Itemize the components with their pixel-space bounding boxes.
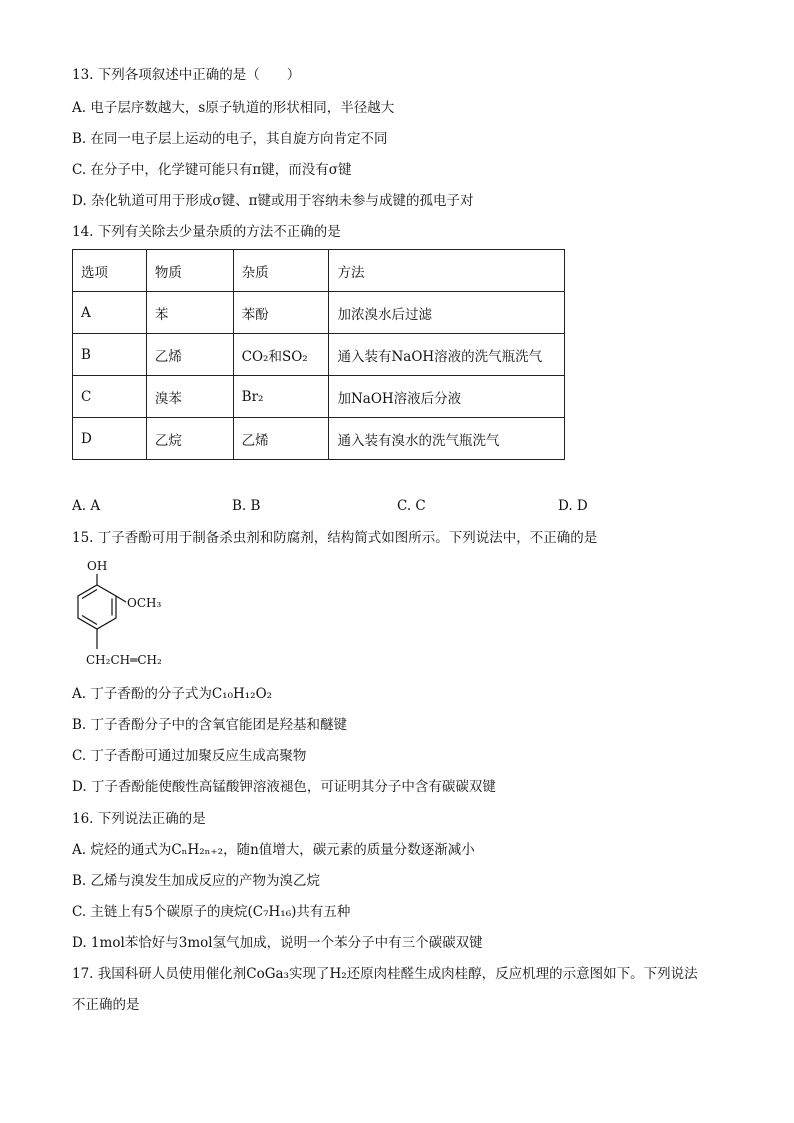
q15-option-a: A. 丁子香酚的分子式为C₁₀H₁₂O₂ bbox=[72, 686, 273, 702]
q15-option-b: B. 丁子香酚分子中的含氧官能团是羟基和醚键 bbox=[72, 717, 348, 733]
q15-stem: 15. 丁子香酚可用于制备杀虫剂和防腐剂，结构简式如图所示。下列说法中，不正确的是 bbox=[72, 530, 598, 546]
table-cell: 乙烷 bbox=[146, 418, 233, 460]
eugenol-structure-diagram bbox=[66, 554, 196, 674]
table-header-row bbox=[73, 250, 565, 292]
structure-label-och3: OCH₃ bbox=[127, 596, 162, 610]
table-cell: B bbox=[73, 334, 147, 376]
table-cell: D bbox=[73, 418, 147, 460]
table-cell: C bbox=[73, 376, 147, 418]
table-cell: 乙烯 bbox=[233, 418, 329, 460]
table-cell: 加NaOH溶液后分液 bbox=[329, 376, 565, 418]
table-cell: 乙烯 bbox=[146, 334, 233, 376]
header-cell-substance: 物质 bbox=[146, 250, 233, 292]
q13-option-a: A. 电子层序数越大，s原子轨道的形状相同，半径越大 bbox=[72, 100, 395, 116]
header-cell-impurity: 杂质 bbox=[233, 250, 329, 292]
header-cell-method: 方法 bbox=[329, 250, 565, 292]
q15-option-c: C. 丁子香酚可通过加聚反应生成高聚物 bbox=[72, 748, 307, 764]
q14-choice-d: D. D bbox=[558, 498, 588, 514]
table-cell: A bbox=[73, 292, 147, 334]
q13-option-c: C. 在分子中，化学键可能只有π键，而没有σ键 bbox=[72, 162, 352, 178]
q17-stem-line2: 不正确的是 bbox=[72, 997, 140, 1013]
q14-choices bbox=[72, 498, 632, 516]
q16-option-a: A. 烷烃的通式为CₙH₂ₙ₊₂，随n值增大，碳元素的质量分数逐渐减小 bbox=[72, 842, 475, 858]
table-row bbox=[73, 292, 565, 334]
table-row bbox=[73, 418, 565, 460]
q14-table bbox=[72, 249, 565, 460]
table-cell: 通入装有NaOH溶液的洗气瓶洗气 bbox=[329, 334, 565, 376]
q16-option-d: D. 1mol苯恰好与3mol氢气加成，说明一个苯分子中有三个碳碳双键 bbox=[72, 935, 483, 951]
table-cell: 苯酚 bbox=[233, 292, 329, 334]
table-cell: CO₂和SO₂ bbox=[233, 334, 329, 376]
q14-choice-c: C. C bbox=[397, 498, 426, 514]
header-cell-option: 选项 bbox=[73, 250, 147, 292]
q16-option-c: C. 主链上有5个碳原子的庚烷(C₇H₁₆)共有五种 bbox=[72, 904, 351, 920]
q13-option-b: B. 在同一电子层上运动的电子，其自旋方向肯定不同 bbox=[72, 131, 388, 147]
structure-label-allyl: CH₂CH═CH₂ bbox=[86, 653, 162, 667]
table-cell: 溴苯 bbox=[146, 376, 233, 418]
table-cell: Br₂ bbox=[233, 376, 329, 418]
table-row bbox=[73, 334, 565, 376]
q14-stem: 14. 下列有关除去少量杂质的方法不正确的是 bbox=[72, 224, 341, 240]
q16-stem: 16. 下列说法正确的是 bbox=[72, 811, 206, 827]
table-row bbox=[73, 376, 565, 418]
table-cell: 苯 bbox=[146, 292, 233, 334]
q14-choice-a: A. A bbox=[72, 498, 101, 514]
q14-choice-b: B. B bbox=[232, 498, 261, 514]
table-cell: 通入装有溴水的洗气瓶洗气 bbox=[329, 418, 565, 460]
table-cell: 加浓溴水后过滤 bbox=[329, 292, 565, 334]
q13-option-d: D. 杂化轨道可用于形成σ键、π键或用于容纳未参与成键的孤电子对 bbox=[72, 193, 474, 209]
q16-option-b: B. 乙烯与溴发生加成反应的产物为溴乙烷 bbox=[72, 873, 321, 889]
q15-option-d: D. 丁子香酚能使酸性高锰酸钾溶液褪色，可证明其分子中含有碳碳双键 bbox=[72, 779, 496, 795]
benzene-ring bbox=[78, 585, 116, 629]
q17-stem-line1: 17. 我国科研人员使用催化剂CoGa₃实现了H₂还原肉桂醛生成肉桂醇，反应机理的示意图如下。下列说法 bbox=[72, 966, 698, 982]
q13-stem: 13. 下列各项叙述中正确的是（ ） bbox=[72, 67, 301, 83]
structure-label-oh: OH bbox=[87, 559, 108, 573]
